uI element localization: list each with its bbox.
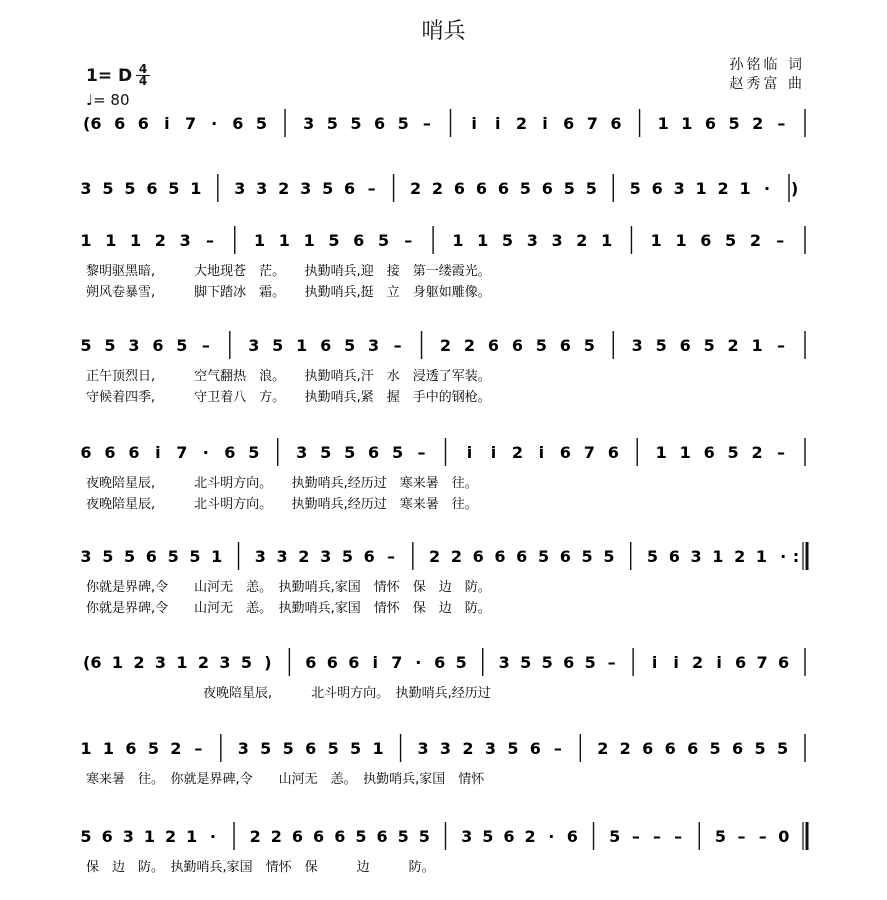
note: 6 [353,231,365,250]
note: 6 [732,739,744,758]
note: 5 [609,827,621,846]
note: 1 [452,231,464,250]
note: 2 [751,443,763,462]
note: 6 [642,739,654,758]
note: 6 [146,179,158,198]
note: 6 [668,547,680,566]
note: 3 [237,739,249,758]
note: 2 [429,547,441,566]
open-paren: ( [83,653,91,672]
lyric-line: 保 边 防。 执勤哨兵,家国 情怀 保 边 防。 [86,860,435,875]
note: 6 [224,443,236,462]
note: 6 [475,179,488,198]
note: 5 [391,443,404,462]
note: 1 [477,231,489,250]
note: 2 [752,114,764,133]
note: i [490,443,497,462]
time-signature-bottom: 4 [138,74,148,88]
note: i [673,653,679,672]
note: 5 [124,547,136,566]
note: 5 [176,336,188,355]
note: 5 [727,443,739,462]
note: 5 [519,179,531,198]
note: 5 [320,443,332,462]
note: 5 [754,739,766,758]
note: – [776,231,785,250]
note: 5 [147,739,159,758]
note: · [780,547,787,566]
note: 5 [455,653,467,672]
note: 1 [111,653,124,672]
note: 1 [650,231,662,250]
note: 3 [631,336,643,355]
note: 3 [256,179,268,198]
note: i [651,653,658,672]
note: 3 [526,231,538,250]
note: 3 [219,653,231,672]
note: 1 [657,114,669,133]
note: 6 [497,179,509,198]
note: 5 [776,739,789,758]
note: 6 [152,336,164,355]
note: 5 [322,179,334,198]
note: 1 [681,114,693,133]
note: 5 [583,336,595,355]
note: 5 [397,827,409,846]
note: 6 [563,653,575,672]
note: 7 [176,443,188,462]
note: 7 [184,114,197,133]
note: i [471,114,477,133]
note: – [393,336,402,355]
note: · [211,114,218,133]
note: · [209,827,216,846]
close-paren: ) [791,179,799,198]
note: 5 [507,739,519,758]
note: 6 [90,653,102,672]
note: 3 [128,336,140,355]
note: 2 [524,827,536,846]
note: 6 [610,114,622,133]
note: 6 [104,443,116,462]
note: 3 [300,179,312,198]
note: 3 [303,114,315,133]
note: 6 [559,443,571,462]
note: 6 [777,653,790,672]
note: i [538,443,545,462]
note: ) [264,653,272,672]
note: 6 [494,547,506,566]
note: 2 [154,231,166,250]
note: 1 [102,739,115,758]
lyric-line: 夜晚陪星辰, 北斗明方向。 执勤哨兵,经历过 寒来暑 往。 [86,476,478,491]
note: – [777,114,786,133]
note: 6 [326,653,338,672]
note: 5 [80,336,92,355]
note: 2 [727,336,739,355]
note: 2 [463,336,476,355]
note: 2 [734,547,746,566]
note: 5 [350,739,362,758]
note: – [607,653,616,672]
note: 6 [320,336,332,355]
note: 5 [272,336,284,355]
note: – [367,179,376,198]
note: 6 [453,179,466,198]
note: 5 [585,179,597,198]
note: 5 [327,739,339,758]
note: 1 [211,547,223,566]
note: i [372,653,379,672]
note: 1 [679,443,691,462]
note: 2 [619,739,631,758]
note: 5 [581,547,593,566]
note: 6 [125,739,137,758]
note: 6 [368,443,380,462]
note: 6 [503,827,515,846]
note: 1 [105,231,117,250]
note: 2 [409,179,422,198]
note: · [415,653,422,672]
note: 5 [326,114,338,133]
note: 3 [179,231,191,250]
note: 3 [296,443,308,462]
note: 3 [461,827,473,846]
note: 3 [368,336,380,355]
note: 5 [80,827,92,846]
note: 1 [296,336,308,355]
note: 3 [80,179,92,198]
note: 5 [167,547,179,566]
key-signature: 1= D [86,66,133,86]
note: 5 [537,547,550,566]
note: 5 [344,443,356,462]
note: 3 [248,336,260,355]
lyric-line: 黎明驱黑暗, 大地现苍 茫。 执勤哨兵,迎 接 第一缕霞光。 [86,264,491,279]
note: – [652,827,661,846]
note: 5 [328,231,340,250]
note: 5 [520,653,532,672]
note: 7 [586,114,598,133]
note: 5 [501,231,514,250]
note: 1 [655,443,667,462]
note: 2 [511,443,523,462]
note: 3 [122,827,134,846]
lyric-line: 寒来暑 往。 你就是界碑,令 山河无 恙。 执勤哨兵,家国 情怀 [86,772,485,787]
note: 5 [102,547,114,566]
note: 6 [348,653,360,672]
note: 5 [703,336,715,355]
note: 6 [344,179,356,198]
lyric-line: 你就是界碑,令 山河无 恙。 执勤哨兵,家国 情怀 保 边 防。 [86,580,491,595]
note: i [155,443,161,462]
note: 3 [551,231,563,250]
note: 7 [391,653,403,672]
note: 6 [90,114,102,133]
note: 6 [137,114,149,133]
note: – [758,827,767,846]
note: 6 [305,739,317,758]
note: 1 [176,653,188,672]
note: 2 [692,653,704,672]
note: 3 [690,547,702,566]
note: 6 [376,827,388,846]
note: 1 [755,547,767,566]
note: 2 [597,739,609,758]
note: 6 [472,547,484,566]
note: 6 [80,443,92,462]
note: 6 [703,443,715,462]
note: 6 [559,547,571,566]
note: 5 [248,443,260,462]
note: 1 [751,336,763,355]
note: 5 [603,547,615,566]
note: 6 [114,114,126,133]
note: 6 [664,739,676,758]
note: 7 [583,443,595,462]
note: · [202,443,209,462]
note: 6 [687,739,699,758]
note: i [716,653,722,672]
note: 6 [511,336,523,355]
note: 6 [704,114,717,133]
note: 2 [170,739,182,758]
note: 2 [249,827,261,846]
note: – [777,336,786,355]
note: 1 [186,827,198,846]
note: 1 [372,739,384,758]
note: 6 [734,653,747,672]
lyricist-credit: 孙铭临 词 [729,57,805,73]
note: 5 [341,547,354,566]
note: 3 [498,653,510,672]
note: – [737,827,746,846]
note: 5 [541,653,553,672]
note: 1 [80,231,92,250]
note: – [205,231,214,250]
repeat-dots: : [792,547,800,566]
note: · [548,827,555,846]
note: 5 [282,739,294,758]
note: 5 [482,827,494,846]
note: 6 [541,179,553,198]
note: 2 [450,547,462,566]
note: 2 [717,179,729,198]
lyric-line: 朔风卷暴雪, 脚下踏冰 霜。 执勤哨兵,挺 立 身躯如雕像。 [86,285,491,300]
note: 5 [255,114,268,133]
note: – [553,739,562,758]
note: 3 [276,547,288,566]
note: 7 [756,653,768,672]
note: 2 [576,231,588,250]
note: 6 [651,179,663,198]
note: 2 [462,739,474,758]
note: 1 [143,827,156,846]
note: 5 [655,336,667,355]
note: 5 [344,336,356,355]
note: 6 [434,653,446,672]
note: 6 [145,547,157,566]
lyric-line: 夜晚陪星辰, 北斗明方向。 执勤哨兵,经历过 [86,686,491,701]
note: 1 [80,739,92,758]
note: 5 [124,179,136,198]
note: 5 [350,114,362,133]
note: 5 [377,231,390,250]
note: 3 [320,547,332,566]
note: 5 [397,114,409,133]
note: 1 [601,231,613,250]
note: 5 [725,231,737,250]
note: 2 [197,653,209,672]
note: i [466,443,473,462]
note: 2 [133,653,145,672]
note: 1 [739,179,751,198]
lyric-line: 你就是界碑,令 山河无 恙。 执勤哨兵,家国 情怀 保 边 防。 [86,601,491,616]
note: 6 [679,336,691,355]
note: – [404,231,413,250]
note: 5 [563,179,575,198]
time-signature-top: 4 [136,64,150,76]
note: 6 [313,827,325,846]
note: 3 [80,547,92,566]
tempo-value: = 80 [93,91,130,109]
note: 6 [529,739,541,758]
open-paren: ( [83,114,91,133]
lyric-line: 夜晚陪星辰, 北斗明方向。 执勤哨兵,经历过 寒来暑 往。 [86,497,478,512]
note: 1 [303,231,315,250]
note: – [674,827,683,846]
note: 6 [101,827,113,846]
note: 6 [305,653,317,672]
note: 0 [778,827,790,846]
note: 5 [102,179,114,198]
note: 5 [189,547,201,566]
note: – [631,827,640,846]
note: 6 [374,114,386,133]
note: i [495,114,501,133]
note: 6 [128,443,140,462]
note: 6 [516,547,528,566]
note: 5 [535,336,547,355]
song-title: 哨兵 [421,19,466,44]
note: 5 [584,653,596,672]
note: 1 [675,231,687,250]
note: 6 [607,443,619,462]
note: – [777,443,786,462]
note: 6 [363,547,375,566]
note: 1 [130,231,142,250]
note: 3 [417,739,429,758]
note: 5 [355,827,367,846]
note: i [542,114,548,133]
note: 5 [260,739,272,758]
note: 6 [563,114,575,133]
note: 1 [253,231,266,250]
note: – [201,336,210,355]
quarter-note-icon: ♩ [86,91,94,109]
note: 5 [240,653,252,672]
note: 5 [646,547,659,566]
note: 6 [700,231,712,250]
note: 2 [298,547,310,566]
note: 3 [154,653,167,672]
note: · [763,179,771,198]
note: 5 [418,827,430,846]
note: 3 [254,547,266,566]
note: 1 [190,179,202,198]
note: 2 [515,114,527,133]
note: 3 [673,179,685,198]
note: 5 [714,827,726,846]
note: 5 [728,114,740,133]
note: 2 [165,827,177,846]
note: 1 [278,231,290,250]
lyric-line: 正午顶烈日, 空气翻热 浪。 执勤哨兵,汗 水 浸透了军装。 [86,369,491,384]
note: 2 [439,336,452,355]
note: – [417,443,426,462]
note: i [164,114,170,133]
note: 5 [629,179,641,198]
note: 3 [234,179,246,198]
note: 6 [487,336,500,355]
note: 5 [709,739,721,758]
note: 2 [270,827,282,846]
note: – [422,114,431,133]
composer-credit: 赵秀富 曲 [729,76,805,92]
note: 3 [484,739,497,758]
note: 6 [566,827,578,846]
note: 1 [712,547,724,566]
note: 5 [168,179,180,198]
note: 6 [559,336,571,355]
note: 2 [749,231,761,250]
note: – [194,739,203,758]
note: 6 [291,827,304,846]
note: 1 [695,179,707,198]
lyric-line: 守候着四季, 守卫着八 方。 执勤哨兵,紧 握 手中的钢枪。 [86,390,491,405]
note: 5 [104,336,116,355]
note: 6 [334,827,346,846]
note: 2 [431,179,444,198]
note: 2 [278,179,290,198]
note: – [387,547,396,566]
note: 3 [439,739,452,758]
note: 6 [232,114,244,133]
